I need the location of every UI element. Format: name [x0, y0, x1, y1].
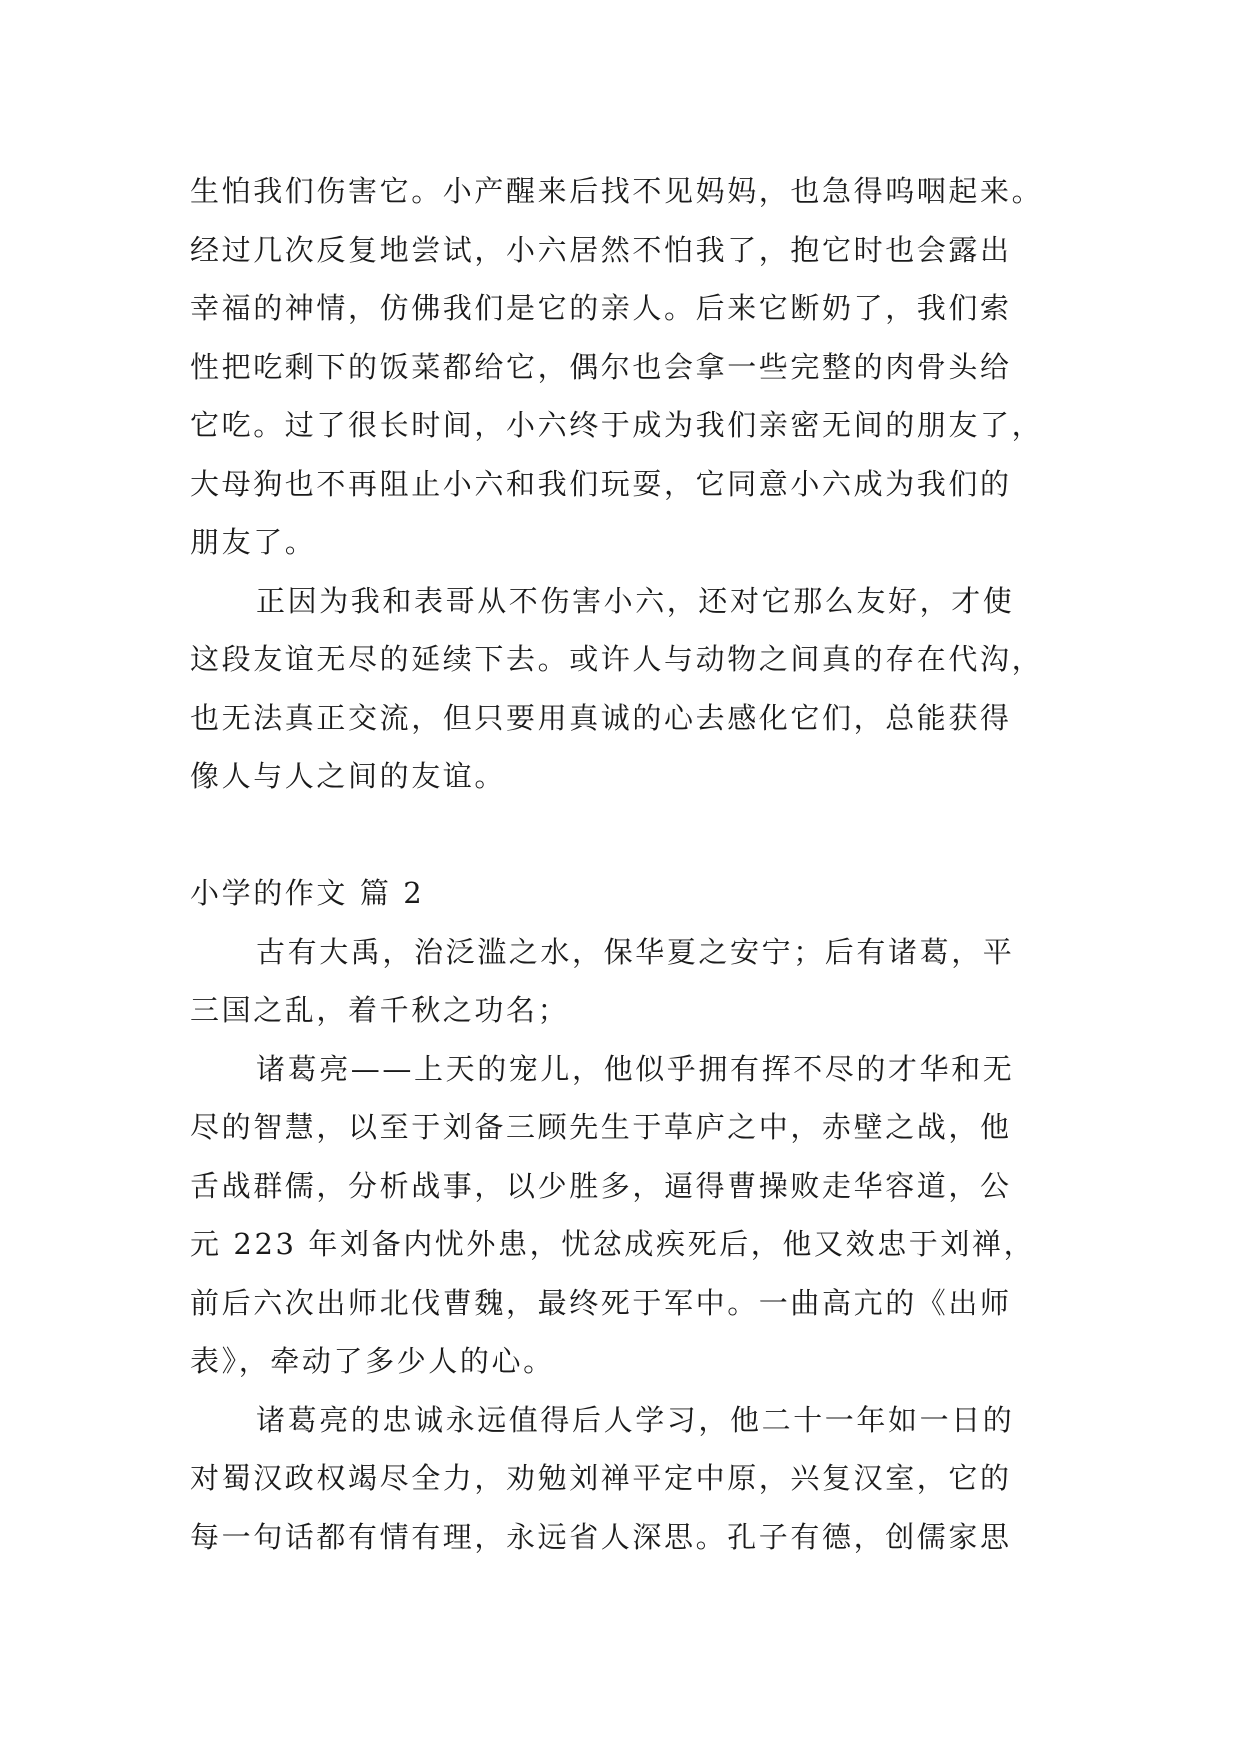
text-line: 每一句话都有情有理，永远省人深思。孔子有德，创儒家思	[190, 1519, 1012, 1554]
text-line: 经过几次反复地尝试，小六居然不怕我了，抱它时也会露出	[190, 232, 1012, 267]
text-line: 这段友谊无尽的延续下去。或许人与动物之间真的存在代沟，	[190, 642, 1044, 676]
text-line: 性把吃剩下的饭菜都给它，偶尔也会拿一些完整的肉骨头给	[190, 349, 1012, 384]
text-line: 表》，牵动了多少人的心。	[190, 1344, 555, 1378]
text-line: 元 223 年刘备内忧外患，忧忿成疾死后，他又效忠于刘禅，	[190, 1227, 1036, 1261]
text-line: 三国之乱，着千秋之功名；	[190, 993, 570, 1027]
text-line: 朋友了。	[190, 525, 317, 559]
text-line: 尽的智慧，以至于刘备三顾先生于草庐之中，赤壁之战，他	[190, 1110, 1012, 1144]
document-body	[190, 162, 1060, 1566]
text-line: 正因为我和表哥从不伤害小六，还对它那么友好，才使	[256, 583, 1015, 618]
text-line: 生怕我们伤害它。小产醒来后找不见妈妈，也急得呜咽起来。	[190, 174, 1044, 208]
text-line: 对蜀汉政权竭尽全力，劝勉刘禅平定中原，兴复汉室，它的	[190, 1461, 1012, 1495]
text-line: 像人与人之间的友谊。	[190, 759, 507, 793]
text-line: 它吃。过了很长时间，小六终于成为我们亲密无间的朋友了，	[190, 408, 1044, 442]
text-line: 诸葛亮的忠诚永远值得后人学习，他二十一年如一日的	[256, 1402, 1015, 1437]
text-line: 大母狗也不再阻止小六和我们玩耍，它同意小六成为我们的	[190, 466, 1012, 501]
section-heading: 小学的作文 篇 2	[190, 876, 425, 910]
text-line: 也无法真正交流，但只要用真诚的心去感化它们，总能获得	[190, 700, 1012, 735]
text-line: 舌战群儒，分析战事，以少胜多，逼得曹操败走华容道，公	[190, 1168, 1012, 1203]
paragraph-gap	[190, 806, 1060, 865]
text-line: 诸葛亮——上天的宠儿，他似乎拥有挥不尽的才华和无	[256, 1051, 1015, 1086]
text-line: 前后六次出师北伐曹魏，最终死于军中。一曲高亢的《出师	[190, 1285, 1012, 1320]
text-line: 古有大禹，治泛滥之水，保华夏之安宁；后有诸葛，平	[256, 934, 1015, 969]
text-line: 幸福的神情，仿佛我们是它的亲人。后来它断奶了，我们索	[190, 291, 1012, 325]
